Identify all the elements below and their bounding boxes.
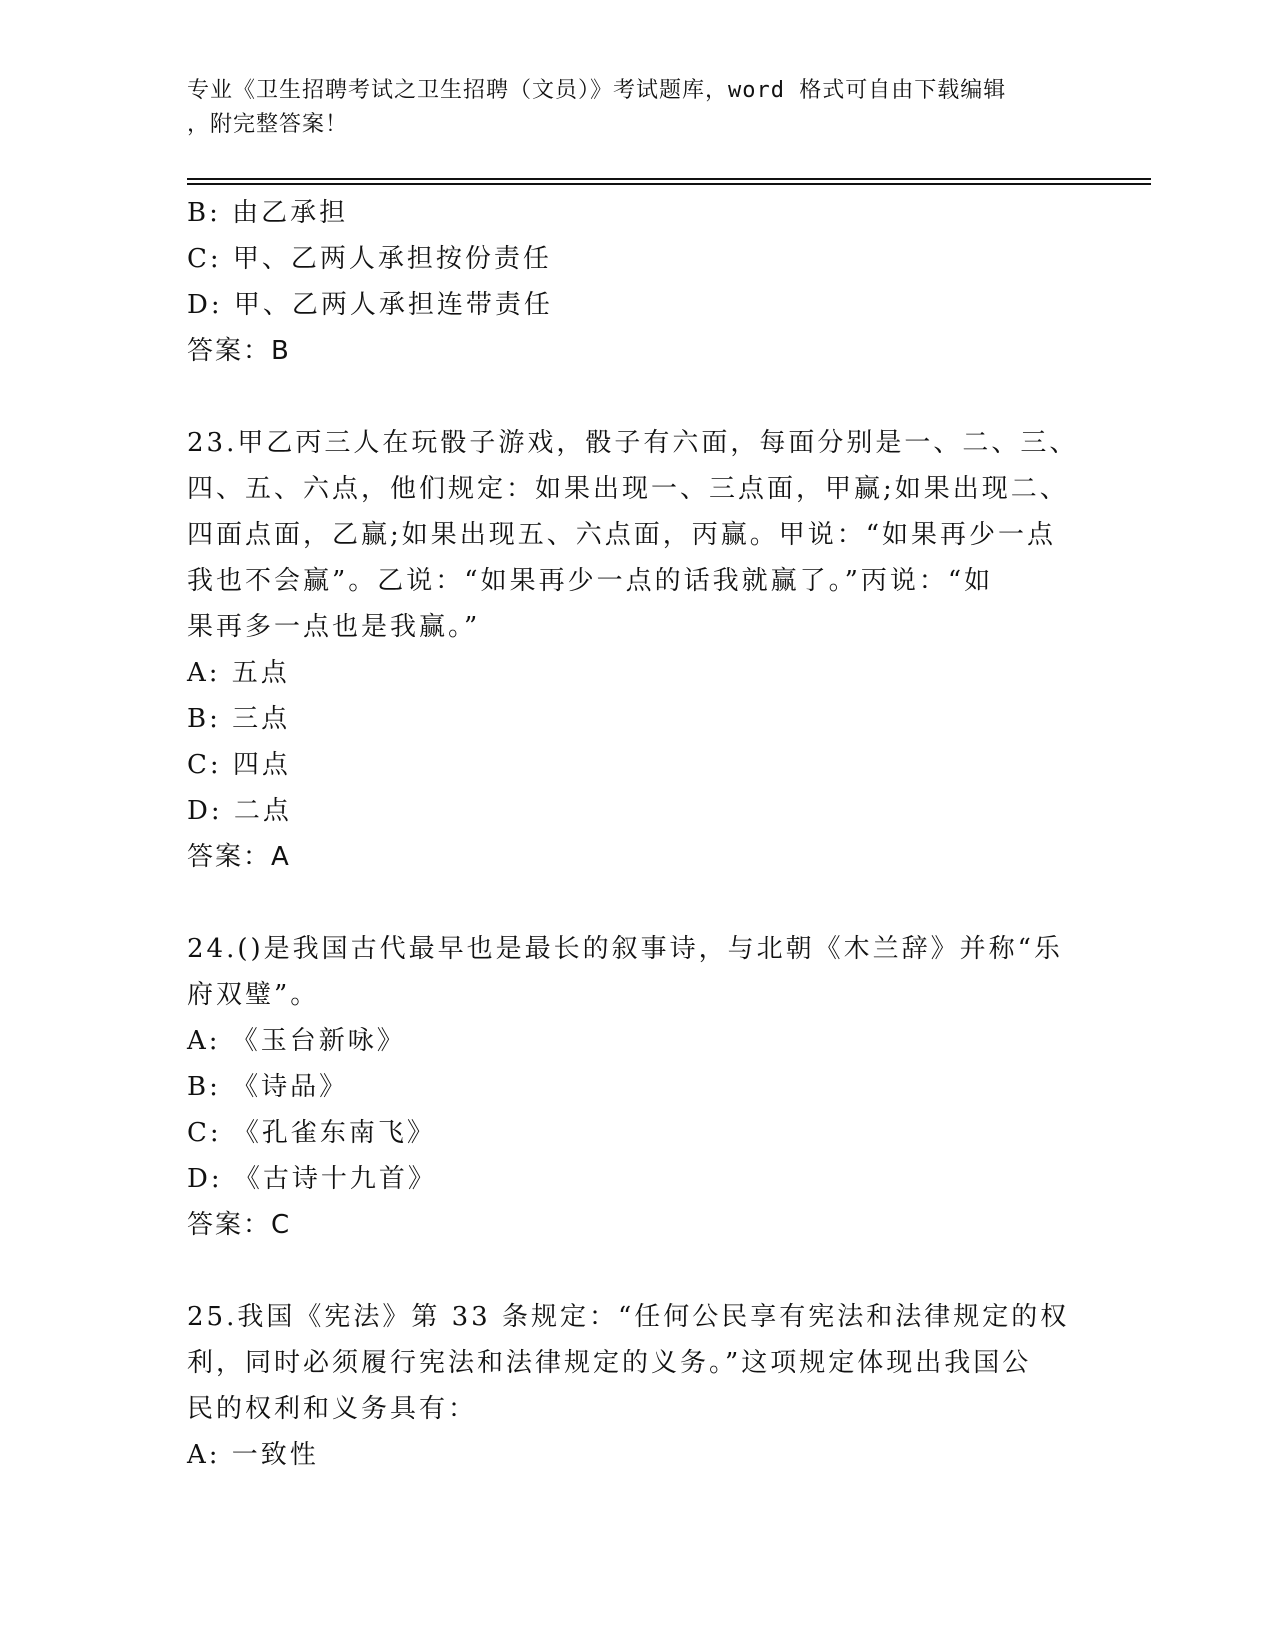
option-b: B: 三点 — [187, 704, 291, 734]
question-24 — [187, 926, 1087, 1248]
question-stem-line: 四面点面，乙赢;如果出现五、六点面，丙赢。甲说：“如果再少一点 — [187, 520, 1057, 550]
question-stem-line: 24.()是我国古代最早也是最长的叙事诗，与北朝《木兰辞》并称“乐 — [187, 934, 1063, 964]
question-stem-line: 果再多一点也是我赢。” — [187, 612, 481, 642]
question-stem-line: 25.我国《宪法》第 33 条规定：“任何公民享有宪法和法律规定的权 — [187, 1302, 1070, 1332]
option-c: C: 四点 — [187, 750, 291, 780]
option-b: B: 《诗品》 — [187, 1072, 349, 1102]
option-d: D: 《古诗十九首》 — [187, 1164, 437, 1194]
question-stem-line: 23.甲乙丙三人在玩骰子游戏，骰子有六面，每面分别是一、二、三、 — [187, 428, 1079, 458]
question-stem-line: 四、五、六点，他们规定：如果出现一、三点面，甲赢;如果出现二、 — [187, 474, 1069, 504]
question-stem-line: 利，同时必须履行宪法和法律规定的义务。”这项规定体现出我国公 — [187, 1348, 1032, 1378]
header-line-2: ，附完整答案！ — [187, 112, 349, 137]
option-a: A: 一致性 — [187, 1440, 319, 1470]
answer: 答案：A — [187, 842, 291, 872]
question-22 — [187, 190, 1087, 374]
question-stem-line: 府双璧”。 — [187, 980, 320, 1010]
answer: 答案：B — [187, 336, 291, 366]
option-a: A: 五点 — [187, 658, 290, 688]
question-stem-line: 民的权利和义务具有： — [187, 1394, 478, 1424]
option-c: C: 《孔雀东南飞》 — [187, 1118, 436, 1148]
option-a: A: 《玉台新咏》 — [187, 1026, 406, 1056]
option-d: D: 甲、乙两人承担连带责任 — [187, 290, 553, 320]
option-c: C: 甲、乙两人承担按份责任 — [187, 244, 552, 274]
question-25 — [187, 1294, 1087, 1478]
option-b: B: 由乙承担 — [187, 198, 349, 228]
question-23 — [187, 420, 1087, 880]
document-header — [187, 74, 1077, 142]
question-content — [187, 190, 1087, 1478]
question-stem-line: 我也不会赢”。乙说：“如果再少一点的话我就赢了。”丙说：“如 — [187, 566, 994, 596]
header-line-1: 专业《卫生招聘考试之卫生招聘（文员）》考试题库，word 格式可自由下载编辑 — [187, 78, 1007, 103]
answer: 答案：C — [187, 1210, 292, 1240]
option-d: D: 二点 — [187, 796, 292, 826]
header-divider-bottom — [187, 183, 1151, 185]
header-divider-top — [187, 178, 1151, 180]
